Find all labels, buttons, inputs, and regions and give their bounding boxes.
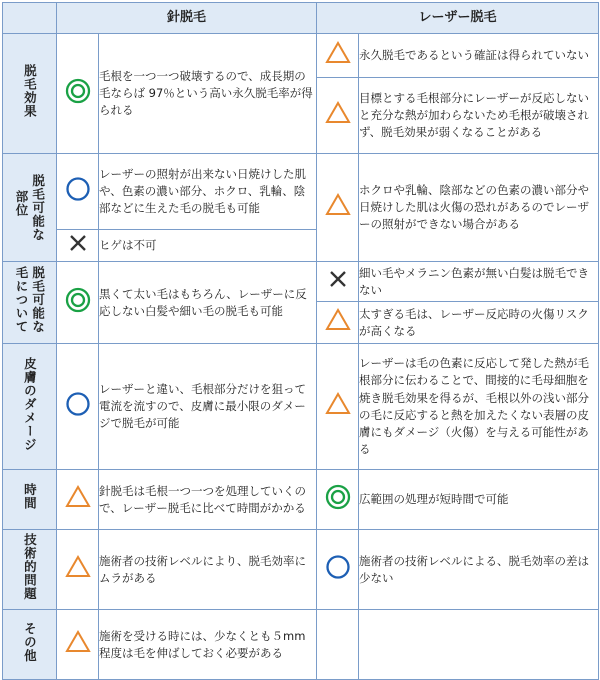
header-corner bbox=[3, 3, 57, 34]
category-skill: 技術的問題 bbox=[3, 530, 57, 610]
triangle-icon bbox=[65, 554, 91, 580]
cell-text: 目標とする毛根部分にレーザーが反応しないと充分な熱が加わらないため毛根が破壊されず、脱毛効果が弱くなることがある bbox=[359, 78, 599, 154]
cell-text: 毛根を一つ一つ破壊するので、成長期の毛ならば 97％という高い永久脱毛率が得られる bbox=[99, 34, 317, 154]
symbol-cell bbox=[57, 610, 99, 680]
empty-symbol bbox=[325, 629, 351, 655]
triangle-icon bbox=[65, 629, 91, 655]
cell-text: ホクロや乳輪、陰部などの色素の濃い部分や日焼けした肌は火傷の恐れがあるのでレーザーの照射ができない場合がある bbox=[359, 154, 599, 262]
category-area: 脱毛可能な 部位 bbox=[3, 154, 57, 262]
triangle-icon bbox=[65, 484, 91, 510]
circle-icon bbox=[65, 391, 91, 417]
double-circle-icon bbox=[65, 78, 91, 104]
cell-text: 針脱毛は毛根一つ一つを処理していくので、レーザー脱毛に比べて時間がかかる bbox=[99, 470, 317, 530]
triangle-icon bbox=[325, 192, 351, 218]
cross-icon bbox=[325, 266, 351, 292]
circle-icon bbox=[65, 176, 91, 202]
row-hair bbox=[3, 262, 599, 302]
symbol-cell bbox=[317, 610, 359, 680]
circle-icon bbox=[325, 554, 351, 580]
symbol-cell bbox=[317, 154, 359, 262]
cell-text: 広範囲の処理が短時間で可能 bbox=[359, 470, 599, 530]
comparison-table bbox=[2, 2, 599, 680]
category-effect: 脱毛効果 bbox=[3, 34, 57, 154]
double-circle-icon bbox=[325, 484, 351, 510]
symbol-cell bbox=[317, 34, 359, 78]
cross-icon bbox=[65, 230, 91, 256]
header-laser: レーザー脱毛 bbox=[317, 3, 599, 34]
triangle-icon bbox=[325, 100, 351, 126]
header-row bbox=[3, 3, 599, 34]
symbol-cell bbox=[317, 262, 359, 302]
cell-text: レーザーは毛の色素に反応して発した熱が毛根部分に伝わることで、間接的に毛母細胞を焼き脱毛効果を得るが、毛根以外の浅い部分の毛に反応すると熱を加えたくない表層の皮膚にもダメージ（火傷）を与える可能性がある bbox=[359, 344, 599, 470]
cell-text bbox=[359, 610, 599, 680]
header-needle: 針脱毛 bbox=[57, 3, 317, 34]
row-time bbox=[3, 470, 599, 530]
symbol-cell bbox=[317, 78, 359, 154]
row-skin bbox=[3, 344, 599, 470]
row-effect bbox=[3, 34, 599, 78]
double-circle-icon bbox=[65, 287, 91, 313]
symbol-cell bbox=[57, 344, 99, 470]
cell-text: ヒゲは不可 bbox=[99, 230, 317, 262]
cell-text: 黒くて太い毛はもちろん、レーザーに反応しない白髪や細い毛の脱毛も可能 bbox=[99, 262, 317, 344]
symbol-cell bbox=[57, 154, 99, 230]
cell-text: 施術者の技術レベルにより、脱毛効率にムラがある bbox=[99, 530, 317, 610]
cell-text: 永久脱毛であるという確証は得られていない bbox=[359, 34, 599, 78]
triangle-icon bbox=[325, 40, 351, 66]
category-other: その他 bbox=[3, 610, 57, 680]
triangle-icon bbox=[325, 391, 351, 417]
cell-text: 施術を受ける時には、少なくとも５mm程度は毛を伸ばしておく必要がある bbox=[99, 610, 317, 680]
category-hair: 脱毛可能な 毛について bbox=[3, 262, 57, 344]
cell-text: 施術者の技術レベルによる、脱毛効率の差は少ない bbox=[359, 530, 599, 610]
row-skill bbox=[3, 530, 599, 610]
symbol-cell bbox=[317, 530, 359, 610]
cell-text: 細い毛やメラニン色素が無い白髪は脱毛できない bbox=[359, 262, 599, 302]
symbol-cell bbox=[57, 230, 99, 262]
row-area bbox=[3, 154, 599, 230]
row-other bbox=[3, 610, 599, 680]
category-skin: 皮膚のダメージ bbox=[3, 344, 57, 470]
symbol-cell bbox=[57, 530, 99, 610]
category-time: 時間 bbox=[3, 470, 57, 530]
symbol-cell bbox=[57, 34, 99, 154]
triangle-icon bbox=[325, 307, 351, 333]
cell-text: レーザーの照射が出来ない日焼けした肌や、色素の濃い部分、ホクロ、乳輪、陰部などに生えた毛の脱毛も可能 bbox=[99, 154, 317, 230]
symbol-cell bbox=[317, 470, 359, 530]
symbol-cell bbox=[317, 344, 359, 470]
symbol-cell bbox=[57, 262, 99, 344]
symbol-cell bbox=[317, 302, 359, 344]
cell-text: レーザーと違い、毛根部分だけを狙って電流を流すので、皮膚に最小限のダメージで脱毛が可能 bbox=[99, 344, 317, 470]
cell-text: 太すぎる毛は、レーザー反応時の火傷リスクが高くなる bbox=[359, 302, 599, 344]
symbol-cell bbox=[57, 470, 99, 530]
